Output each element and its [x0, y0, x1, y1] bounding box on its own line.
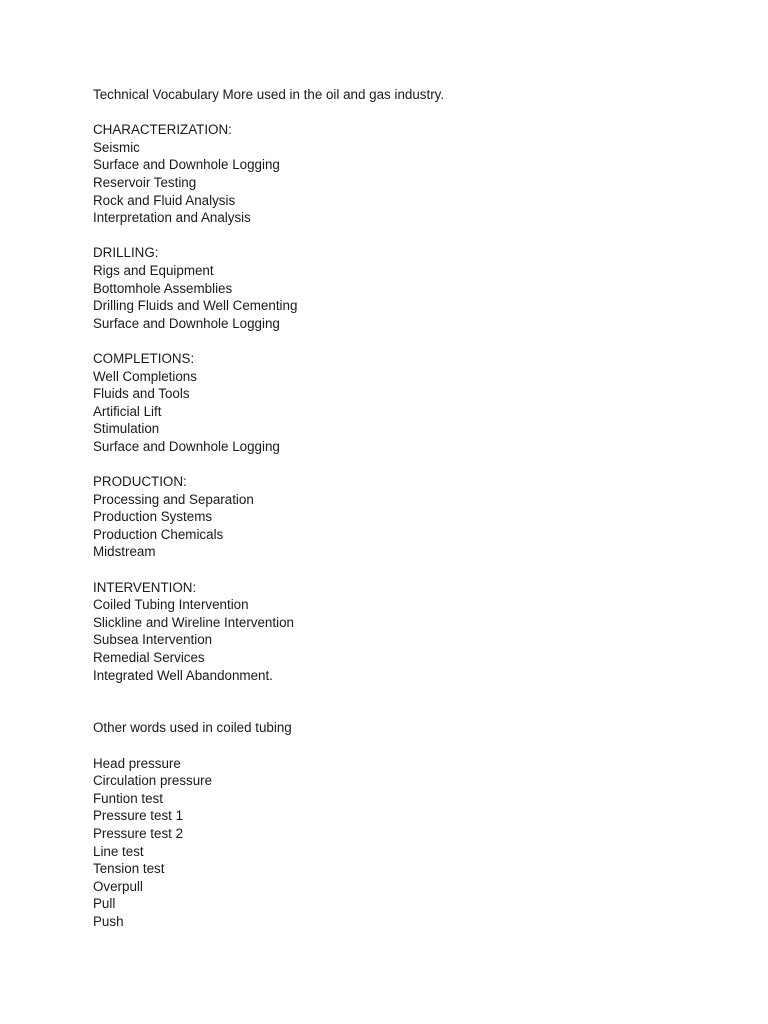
list-item: Processing and Separation [93, 491, 254, 507]
list-item: Subsea Intervention [93, 632, 213, 648]
list-item: Interpretation and Analysis [93, 210, 251, 226]
list-item: Artificial Lift [93, 403, 162, 419]
list-item: Drilling Fluids and Well Cementing [93, 298, 298, 314]
list-item: Coiled Tubing Intervention [93, 597, 249, 613]
list-item: Integrated Well Abandonment. [93, 667, 273, 683]
list-item: Seismic [93, 139, 140, 155]
spacer [93, 104, 733, 122]
list-item: Remedial Services [93, 650, 205, 665]
section-heading-drilling: DRILLING: [93, 245, 159, 261]
section-heading-other-words: Other words used in coiled tubing [93, 720, 292, 736]
list-item: Pressure test 1 [93, 808, 184, 824]
spacer [93, 332, 733, 350]
spacer [93, 227, 733, 245]
section-heading-intervention: INTERVENTION: [93, 579, 197, 595]
list-item: Pressure test 2 [93, 825, 184, 841]
document-title: Technical Vocabulary More used in the oil and gas industry. [93, 87, 445, 102]
list-item: Head pressure [93, 755, 181, 771]
list-item: Surface and Downhole Logging [93, 438, 280, 454]
list-item: Reservoir Testing [93, 174, 197, 190]
spacer [93, 684, 733, 719]
list-item: Rock and Fluid Analysis [93, 192, 236, 208]
list-item: Rigs and Equipment [93, 262, 214, 278]
list-item: Line test [93, 843, 144, 859]
list-item: Pull [93, 896, 116, 912]
list-item: Tension test [93, 861, 165, 877]
section-heading-characterization: CHARACTERIZATION: [93, 122, 232, 138]
list-item: Surface and Downhole Logging [93, 315, 280, 331]
list-item: Production Chemicals [93, 526, 224, 542]
list-item: Funtion test [93, 790, 163, 806]
spacer [93, 561, 733, 579]
section-heading-completions: COMPLETIONS: [93, 350, 195, 366]
list-item: Stimulation [93, 421, 160, 437]
list-item: Well Completions [93, 368, 197, 384]
list-item: Slickline and Wireline Intervention [93, 614, 294, 630]
list-item: Overpull [93, 878, 143, 894]
document-page [93, 86, 733, 931]
list-item: Midstream [93, 544, 156, 560]
list-item: Bottomhole Assemblies [93, 280, 233, 296]
list-item: Production Systems [93, 509, 213, 525]
list-item: Fluids and Tools [93, 386, 190, 402]
section-heading-production: PRODUCTION: [93, 474, 187, 490]
list-item: Circulation pressure [93, 773, 213, 789]
list-item: Surface and Downhole Logging [93, 157, 280, 173]
spacer [93, 737, 733, 755]
list-item: Push [93, 913, 124, 929]
spacer [93, 455, 733, 473]
